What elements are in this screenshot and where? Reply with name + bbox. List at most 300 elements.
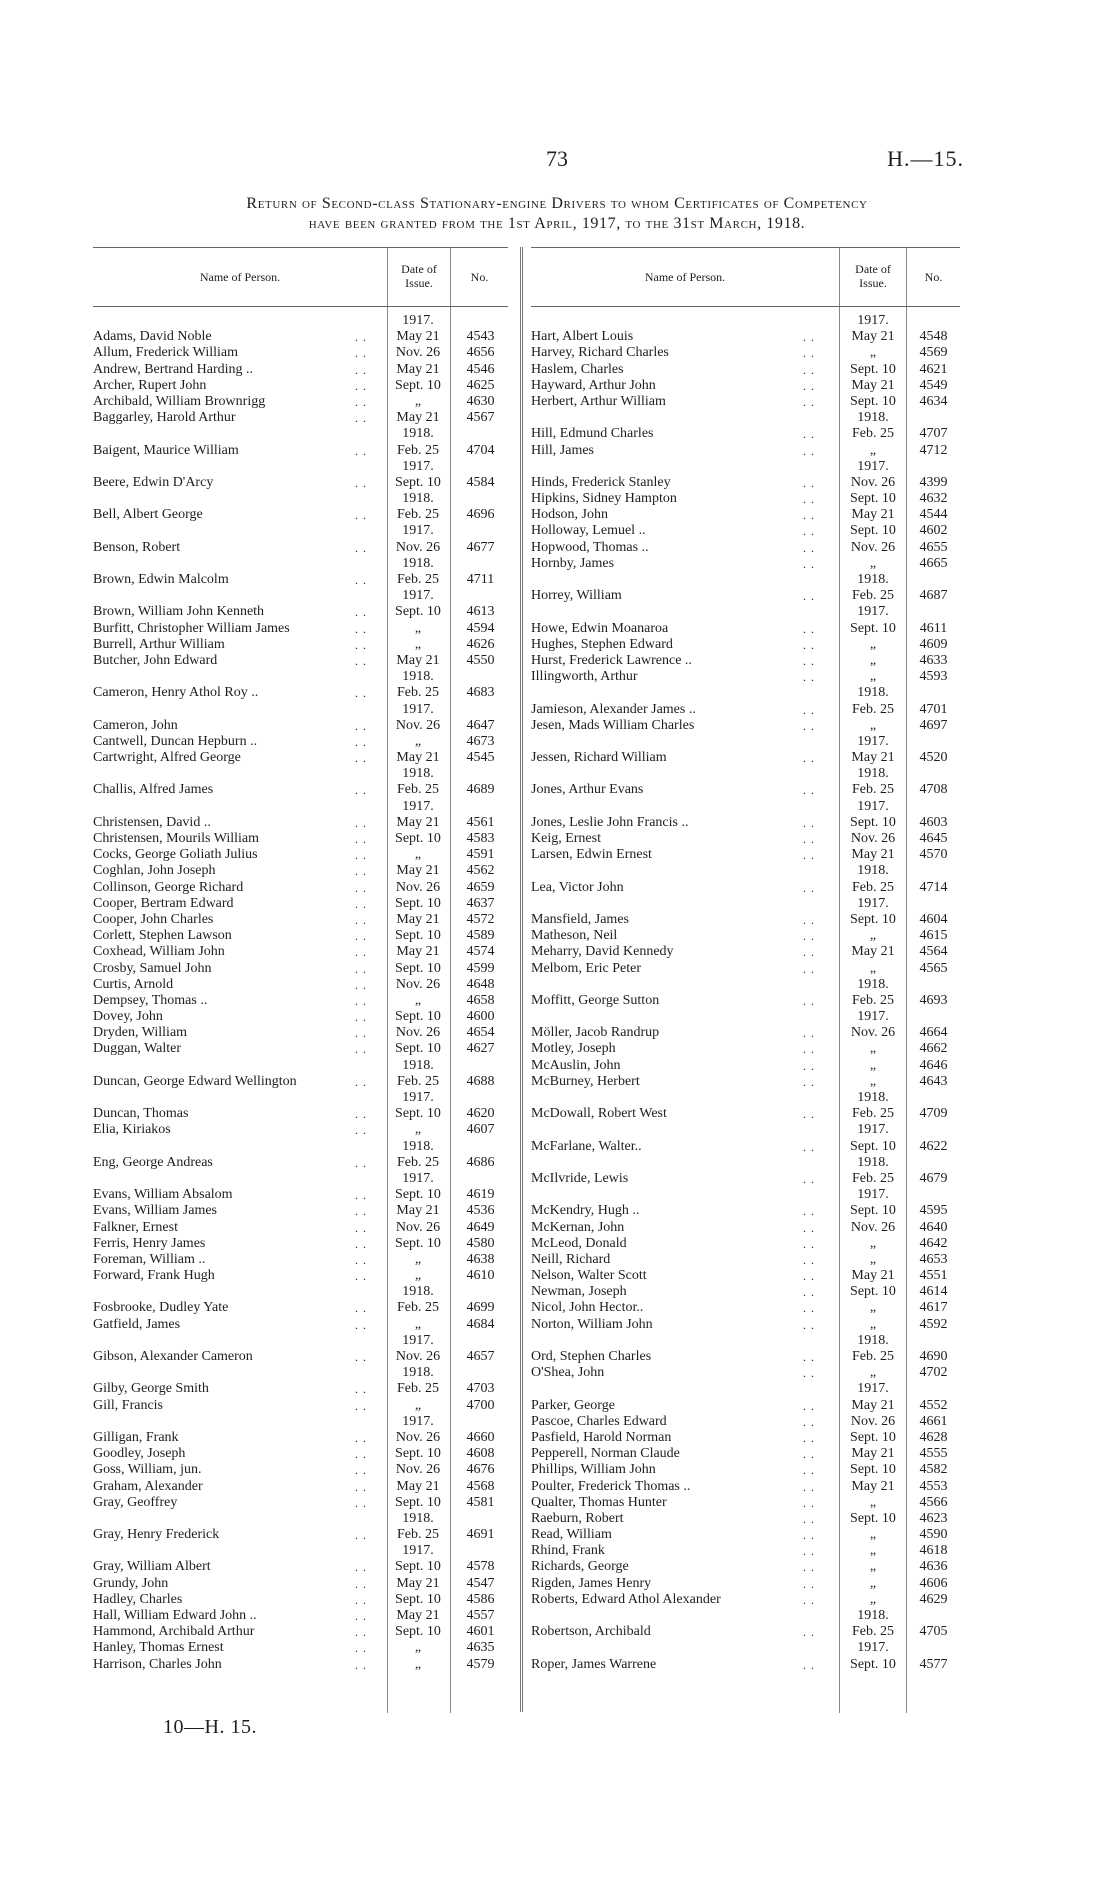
date-of-issue: Sept. 10 — [850, 814, 896, 830]
certificate-number: 4543 — [466, 329, 495, 345]
date-of-issue: May 21 — [396, 1575, 440, 1591]
person-name: Harvey, Richard Charles — [531, 345, 669, 361]
date-of-issue: „ — [869, 669, 877, 685]
leader-dots: . . — [355, 411, 367, 426]
table-row — [93, 1398, 508, 1414]
table-row — [531, 362, 960, 378]
certificate-number: 4633 — [919, 652, 948, 668]
date-of-issue: „ — [869, 960, 877, 976]
leader-dots: . . — [803, 1560, 815, 1575]
person-name: Neill, Richard — [531, 1251, 611, 1267]
certificate-number: 4643 — [919, 1073, 948, 1089]
certificate-number: 4613 — [466, 604, 495, 620]
table-row — [531, 1171, 960, 1187]
certificate-number: 4595 — [919, 1203, 948, 1219]
table-row — [531, 1511, 960, 1527]
date-of-issue: May 21 — [851, 1268, 895, 1284]
table-row — [93, 799, 508, 815]
date-of-issue: 1918. — [857, 572, 889, 587]
table-row — [93, 1592, 508, 1608]
person-name: Jesen, Mads William Charles — [531, 717, 695, 733]
table-row — [531, 653, 960, 669]
table-row — [531, 1398, 960, 1414]
table-row — [93, 540, 508, 556]
person-name: Grundy, John — [93, 1575, 169, 1591]
date-of-issue: Sept. 10 — [850, 1284, 896, 1300]
date-of-issue: May 21 — [396, 361, 440, 377]
table-row — [93, 1203, 508, 1219]
table-row — [531, 847, 960, 863]
date-of-issue: „ — [869, 1527, 877, 1543]
leader-dots: . . — [803, 540, 815, 555]
person-name: Roper, James Warrene — [531, 1656, 657, 1672]
date-of-issue: 1917. — [857, 1009, 889, 1025]
date-of-issue: 1918. — [857, 863, 889, 879]
certificate-number: 4607 — [466, 1122, 495, 1138]
person-name: McKernan, John — [531, 1219, 625, 1235]
certificate-number: 4621 — [919, 361, 948, 377]
person-name: Gray, William Albert — [93, 1559, 211, 1575]
certificate-number: 4638 — [466, 1251, 495, 1267]
leader-dots: . . — [803, 1285, 815, 1300]
person-name: Hughes, Stephen Edward — [531, 636, 673, 652]
table-row — [531, 1009, 960, 1025]
date-of-issue: Sept. 10 — [395, 1187, 441, 1203]
table-row — [93, 1511, 508, 1527]
person-name: Cameron, John — [93, 717, 178, 733]
person-name: McFarlane, Walter.. — [531, 1138, 642, 1154]
table-row — [93, 961, 508, 977]
person-name: Dempsey, Thomas .. — [93, 992, 208, 1008]
leader-dots: . . — [355, 734, 367, 749]
date-of-issue: May 21 — [396, 814, 440, 830]
date-of-issue: „ — [414, 1122, 422, 1138]
date-of-issue: 1918. — [402, 1057, 434, 1073]
table-row — [531, 928, 960, 944]
certificate-number: 4614 — [919, 1284, 948, 1300]
leader-dots: . . — [355, 1042, 367, 1057]
table-row — [93, 394, 508, 410]
date-of-issue: Nov. 26 — [395, 976, 441, 992]
center-double-rule — [520, 247, 523, 1712]
certificate-number: 4611 — [919, 620, 948, 636]
leader-dots: . . — [803, 1495, 815, 1510]
leader-dots: . . — [355, 475, 367, 490]
table-row — [531, 1236, 960, 1252]
table-row — [93, 1543, 508, 1559]
certificate-number: 4690 — [919, 1349, 948, 1364]
date-of-issue: Feb. 25 — [397, 1381, 439, 1397]
leader-dots: . . — [803, 1414, 815, 1429]
person-name: Duncan, Thomas — [93, 1106, 189, 1122]
table-row — [93, 750, 508, 766]
table-row — [531, 313, 960, 329]
certificate-number: 4688 — [466, 1073, 495, 1089]
certificate-number: 4579 — [466, 1656, 495, 1672]
leader-dots: . . — [355, 605, 367, 620]
certificate-number: 4662 — [919, 1041, 948, 1057]
date-of-issue: „ — [869, 1494, 877, 1510]
date-of-issue: May 21 — [396, 863, 440, 879]
date-of-issue: Sept. 10 — [395, 1624, 441, 1640]
certificate-number: 4562 — [466, 863, 495, 879]
certificate-number: 4648 — [466, 976, 495, 992]
date-of-issue: „ — [414, 847, 422, 863]
certificate-number: 4536 — [466, 1203, 495, 1219]
leader-dots: . . — [803, 475, 815, 490]
date-of-issue: „ — [869, 1575, 877, 1591]
header-no: No. — [924, 270, 943, 284]
table-row — [93, 912, 508, 928]
certificate-number: 4709 — [919, 1106, 948, 1122]
certificate-number: 4551 — [919, 1268, 948, 1284]
leader-dots: . . — [803, 1204, 815, 1219]
table-row — [531, 1106, 960, 1122]
leader-dots: . . — [355, 686, 367, 701]
leader-dots: . . — [355, 1657, 367, 1672]
certificate-number: 4700 — [466, 1397, 495, 1413]
person-name: Pasfield, Harold Norman — [531, 1429, 672, 1445]
table-row — [531, 702, 960, 718]
date-of-issue: „ — [414, 1640, 422, 1656]
certificate-number: 4569 — [919, 345, 948, 361]
date-of-issue: May 21 — [396, 410, 440, 426]
person-name: Poulter, Frederick Thomas .. — [531, 1478, 691, 1494]
leader-dots: . . — [355, 1236, 367, 1251]
right-table-rows — [531, 313, 960, 1673]
date-of-issue: 1918. — [857, 685, 889, 701]
leader-dots: . . — [355, 1317, 367, 1332]
certificate-number: 4707 — [919, 426, 948, 442]
certificate-number: 4712 — [919, 442, 948, 458]
person-name: Christensen, Mourils William — [93, 831, 260, 846]
leader-dots: . . — [803, 1528, 815, 1543]
date-of-issue: „ — [869, 1235, 877, 1251]
leader-dots: . . — [803, 993, 815, 1008]
header-name: Name of Person. — [644, 270, 726, 284]
table-row — [531, 394, 960, 410]
table-row — [531, 1041, 960, 1057]
table-row — [93, 734, 508, 750]
table-row — [93, 1608, 508, 1624]
date-of-issue: Sept. 10 — [395, 1235, 441, 1251]
leader-dots: . . — [803, 346, 815, 361]
certificate-number: 4629 — [919, 1591, 948, 1607]
certificate-number: 4619 — [466, 1187, 495, 1203]
table-row — [531, 961, 960, 977]
table-row — [93, 1462, 508, 1478]
certificate-number: 4658 — [466, 992, 495, 1008]
date-of-issue: Nov. 26 — [395, 1219, 441, 1235]
table-row — [93, 1025, 508, 1041]
table-row — [93, 718, 508, 734]
certificate-number: 4628 — [919, 1429, 948, 1445]
person-name: Coxhead, William John — [93, 944, 225, 960]
leader-dots: . . — [355, 346, 367, 361]
table-row — [93, 1236, 508, 1252]
date-of-issue: „ — [869, 928, 877, 944]
date-of-issue: „ — [869, 652, 877, 668]
table-row — [93, 1495, 508, 1511]
person-name: Cartwright, Alfred George — [93, 750, 241, 766]
certificate-number: 4696 — [466, 507, 495, 523]
table-row — [531, 523, 960, 539]
date-of-issue: „ — [414, 1268, 422, 1284]
table-row — [93, 1252, 508, 1268]
table-row — [93, 1559, 508, 1575]
table-row — [531, 1139, 960, 1155]
certificate-number: 4561 — [466, 814, 495, 830]
leader-dots: . . — [355, 1625, 367, 1640]
table-row — [531, 475, 960, 491]
date-of-issue: Nov. 26 — [395, 539, 441, 555]
table-row — [531, 1446, 960, 1462]
table-row — [93, 1074, 508, 1090]
person-name: Hadley, Charles — [93, 1591, 183, 1607]
certificate-number: 4574 — [466, 944, 495, 960]
leader-dots: . . — [803, 1236, 815, 1251]
date-of-issue: 1917. — [402, 798, 434, 814]
table-row — [531, 1495, 960, 1511]
person-name: Roberts, Edward Athol Alexander — [531, 1591, 721, 1607]
table-row — [93, 944, 508, 960]
certificate-number: 4708 — [919, 782, 948, 798]
leader-dots: . . — [803, 1625, 815, 1640]
table-row — [93, 815, 508, 831]
table-row — [93, 1187, 508, 1203]
person-name: Nelson, Walter Scott — [531, 1268, 647, 1284]
certificate-number: 4544 — [919, 507, 948, 523]
leader-dots: . . — [355, 1447, 367, 1462]
leader-dots: . . — [803, 912, 815, 927]
leader-dots: . . — [355, 912, 367, 927]
table-row — [93, 896, 508, 912]
leader-dots: . . — [803, 815, 815, 830]
leader-dots: . . — [355, 945, 367, 960]
person-name: Möller, Jacob Randrup — [531, 1025, 660, 1041]
table-row — [93, 491, 508, 507]
certificate-number: 4691 — [466, 1527, 495, 1543]
leader-dots: . . — [803, 1074, 815, 1089]
certificate-number: 4600 — [466, 1009, 495, 1025]
table-row — [93, 604, 508, 620]
date-of-issue: Sept. 10 — [395, 831, 441, 846]
date-of-issue: 1918. — [402, 426, 434, 442]
person-name: Foreman, William .. — [93, 1251, 206, 1267]
date-of-issue: Nov. 26 — [395, 879, 441, 895]
leader-dots: . . — [803, 670, 815, 685]
leader-dots: . . — [355, 1609, 367, 1623]
table-header — [93, 248, 508, 307]
person-name: Moffitt, George Sutton — [531, 992, 660, 1008]
table-row — [93, 1446, 508, 1462]
certificate-number: 4632 — [919, 491, 948, 507]
certificate-number: 4711 — [466, 572, 495, 587]
date-of-issue: May 21 — [851, 847, 895, 863]
certificate-number: 4676 — [466, 1462, 495, 1478]
table-row — [531, 1657, 960, 1673]
person-name: Hurst, Frederick Lawrence .. — [531, 652, 692, 668]
date-of-issue: May 21 — [851, 1397, 895, 1413]
person-name: Archibald, William Brownrigg — [93, 393, 266, 409]
person-name: Harrison, Charles John — [93, 1656, 222, 1672]
date-of-issue: Feb. 25 — [852, 701, 894, 717]
person-name: McLeod, Donald — [531, 1235, 627, 1251]
date-of-issue: May 21 — [851, 944, 895, 960]
certificate-number: 4546 — [466, 361, 495, 377]
certificate-number: 4557 — [466, 1608, 495, 1623]
certificate-number: 4545 — [466, 750, 495, 766]
certificate-number: 4634 — [919, 393, 948, 409]
person-name: Pascoe, Charles Edward — [531, 1413, 667, 1429]
person-name: Jessen, Richard William — [531, 750, 667, 766]
certificate-number: 4661 — [919, 1413, 948, 1429]
person-name: Evans, William James — [93, 1203, 217, 1219]
title-line-2: have been granted from the 1st April, 1917, to the 31st March, 1918. — [308, 215, 806, 232]
certificate-number: 4636 — [919, 1559, 948, 1575]
leader-dots: . . — [355, 1560, 367, 1575]
person-name: Gatfield, James — [93, 1316, 181, 1332]
certificate-number: 4520 — [919, 750, 948, 766]
certificate-number: 4550 — [466, 652, 495, 668]
leader-dots: . . — [803, 1252, 815, 1267]
leader-dots: . . — [355, 1074, 367, 1089]
certificate-number: 4570 — [919, 847, 948, 863]
table-row — [93, 1624, 508, 1640]
certificate-number: 4581 — [466, 1494, 495, 1510]
person-name: Haslem, Charles — [531, 361, 624, 377]
table-row — [531, 1155, 960, 1171]
certificate-number: 4548 — [919, 329, 948, 345]
leader-dots: . . — [803, 718, 815, 733]
date-of-issue: Feb. 25 — [852, 992, 894, 1008]
leader-dots: . . — [355, 378, 367, 393]
date-of-issue: Sept. 10 — [395, 1041, 441, 1057]
date-of-issue: May 21 — [851, 750, 895, 766]
leader-dots: . . — [803, 1544, 815, 1559]
certificate-number: 4622 — [919, 1138, 948, 1154]
leader-dots: . . — [355, 1641, 367, 1656]
leader-dots: . . — [803, 443, 815, 458]
date-of-issue: „ — [869, 1316, 877, 1332]
date-of-issue: Feb. 25 — [397, 572, 439, 587]
person-name: Cocks, George Goliath Julius — [93, 847, 258, 863]
leader-dots: . . — [803, 330, 815, 345]
date-of-issue: Sept. 10 — [395, 928, 441, 944]
person-name: Hinds, Frederick Stanley — [531, 474, 671, 490]
person-name: Jamieson, Alexander James .. — [531, 701, 696, 717]
date-of-issue: May 21 — [396, 750, 440, 766]
table-row — [93, 1333, 508, 1349]
header-date: Date of Issue. — [401, 262, 437, 290]
date-of-issue: Sept. 10 — [395, 604, 441, 620]
table-row — [93, 475, 508, 491]
table-row — [531, 1317, 960, 1333]
table-row — [531, 507, 960, 523]
date-of-issue: Sept. 10 — [850, 491, 896, 507]
leader-dots: . . — [803, 1479, 815, 1494]
table-row — [531, 993, 960, 1009]
date-of-issue: Sept. 10 — [395, 1559, 441, 1575]
person-name: Raeburn, Robert — [531, 1510, 624, 1526]
certificate-number: 4687 — [919, 588, 948, 604]
person-name: Archer, Rupert John — [93, 377, 207, 393]
person-name: Collinson, George Richard — [93, 879, 244, 895]
leader-dots: . . — [803, 1220, 815, 1235]
table-row — [93, 1365, 508, 1381]
certificate-number: 4567 — [466, 410, 495, 426]
date-of-issue: 1918. — [402, 1284, 434, 1300]
certificate-number: 4601 — [466, 1624, 495, 1640]
leader-dots: . . — [803, 653, 815, 668]
leader-dots: . . — [803, 394, 815, 409]
person-name: Hodson, John — [531, 507, 609, 523]
person-name: Herbert, Arthur William — [531, 393, 666, 409]
date-of-issue: „ — [414, 1251, 422, 1267]
leader-dots: . . — [355, 1010, 367, 1025]
date-of-issue: „ — [414, 1316, 422, 1332]
date-of-issue: 1918. — [857, 976, 889, 992]
date-of-issue: 1917. — [857, 1381, 889, 1397]
left-table-rows — [93, 313, 508, 1673]
leader-dots: . . — [355, 1430, 367, 1445]
date-of-issue: „ — [869, 345, 877, 361]
person-name: Holloway, Lemuel .. — [531, 523, 646, 539]
date-of-issue: Feb. 25 — [852, 1624, 894, 1640]
person-name: Jones, Arthur Evans — [531, 782, 644, 798]
table-row — [531, 1576, 960, 1592]
date-of-issue: Sept. 10 — [395, 1009, 441, 1025]
person-name: Parker, George — [531, 1397, 615, 1413]
table-row — [93, 977, 508, 993]
certificate-number: 4702 — [919, 1365, 948, 1381]
person-name: Larsen, Edwin Ernest — [531, 847, 652, 863]
leader-dots: . . — [803, 378, 815, 393]
leader-dots: . . — [803, 832, 815, 846]
certificate-number: 4637 — [466, 895, 495, 911]
person-name: Forward, Frank Hugh — [93, 1268, 215, 1284]
person-name: O'Shea, John — [531, 1365, 605, 1381]
date-of-issue: Feb. 25 — [852, 782, 894, 798]
leader-dots: . . — [355, 1204, 367, 1219]
date-of-issue: „ — [869, 1365, 877, 1381]
leader-dots: . . — [355, 1350, 367, 1364]
person-name: Gilligan, Frank — [93, 1429, 179, 1445]
person-name: Meharry, David Kennedy — [531, 944, 674, 960]
person-name: Hart, Albert Louis — [531, 329, 634, 345]
date-of-issue: Sept. 10 — [395, 1106, 441, 1122]
table-row — [93, 426, 508, 442]
certificate-number: 4618 — [919, 1543, 948, 1559]
table-row — [93, 702, 508, 718]
table-row — [93, 1041, 508, 1057]
leader-dots: . . — [803, 492, 815, 507]
date-of-issue: „ — [869, 1251, 877, 1267]
person-name: Howe, Edwin Moanaroa — [531, 620, 669, 636]
table-row — [531, 912, 960, 928]
date-of-issue: 1917. — [402, 523, 434, 539]
leader-dots: . . — [355, 573, 367, 587]
table-row — [531, 378, 960, 394]
date-of-issue: Sept. 10 — [850, 1203, 896, 1219]
table-row — [93, 1122, 508, 1138]
leader-dots: . . — [803, 1042, 815, 1057]
table-row — [93, 1220, 508, 1236]
table-row — [93, 928, 508, 944]
table-row — [93, 863, 508, 879]
table-row — [93, 1268, 508, 1284]
leader-dots: . . — [355, 1479, 367, 1494]
